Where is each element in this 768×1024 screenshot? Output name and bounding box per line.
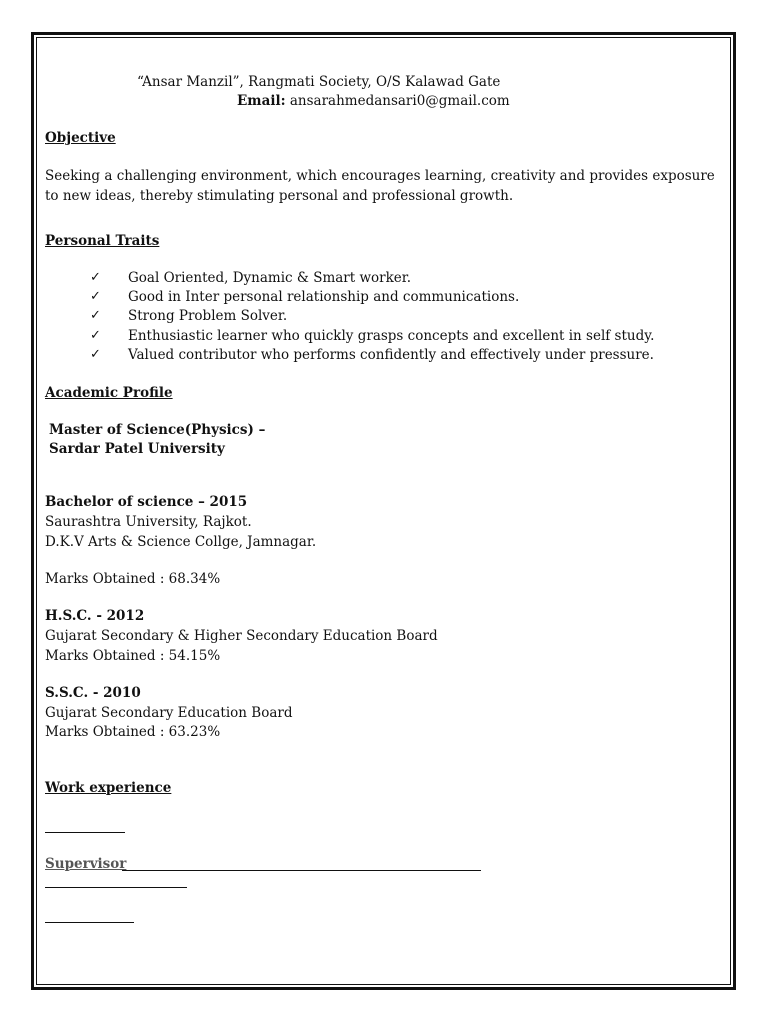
hsc-marks: Marks Obtained : 54.15%: [45, 648, 221, 664]
check-icon: ✓: [90, 328, 101, 343]
ssc-board: Gujarat Secondary Education Board: [45, 705, 293, 721]
ssc-marks: Marks Obtained : 63.23%: [45, 724, 221, 740]
trait-item: Valued contributor who performs confidently and effectively under pressure.: [128, 347, 654, 363]
blank-line: [45, 887, 187, 888]
bsc-college: D.K.V Arts & Science Collge, Jamnagar.: [45, 534, 317, 550]
bsc-university: Saurashtra University, Rajkot.: [45, 514, 252, 530]
ssc-title: S.S.C. - 2010: [45, 685, 141, 701]
trait-item: Good in Inter personal relationship and communications.: [128, 289, 520, 305]
hsc-title: H.S.C. - 2012: [45, 608, 145, 624]
trait-item: Strong Problem Solver.: [128, 308, 288, 324]
trait-item: Enthusiastic learner who quickly grasps concepts and excellent in self study.: [128, 328, 655, 344]
work-heading: Work experience: [45, 780, 172, 796]
trait-item: Goal Oriented, Dynamic & Smart worker.: [128, 270, 412, 286]
objective-text: Seeking a challenging environment, which encourages learning, creativity and provides exposure to new ideas, thereby stimulating personal and professional growth.: [45, 168, 715, 204]
bsc-marks: Marks Obtained : 68.34%: [45, 571, 221, 587]
check-icon: ✓: [90, 347, 101, 362]
check-icon: ✓: [90, 289, 101, 304]
blank-line: [45, 832, 125, 833]
hsc-board: Gujarat Secondary & Higher Secondary Education Board: [45, 628, 438, 644]
supervisor-label: Supervisor: [45, 856, 127, 872]
check-icon: ✓: [90, 270, 101, 285]
address-line: “Ansar Manzil”, Rangmati Society, O/S Kalawad Gate: [137, 74, 501, 90]
blank-line: [45, 922, 134, 923]
msc-university: Sardar Patel University: [49, 441, 225, 457]
email-address: ansarahmedansari0@gmail.com: [289, 93, 510, 109]
msc-title: Master of Science(Physics) –: [49, 422, 266, 438]
academic-heading: Academic Profile: [45, 385, 173, 401]
email-line: [237, 92, 510, 110]
check-icon: ✓: [90, 308, 101, 323]
bsc-title: Bachelor of science – 2015: [45, 494, 248, 510]
supervisor-line: [122, 870, 481, 871]
traits-heading: Personal Traits: [45, 233, 160, 249]
objective-heading: Objective: [45, 130, 116, 146]
email-label: Email:: [237, 93, 286, 109]
